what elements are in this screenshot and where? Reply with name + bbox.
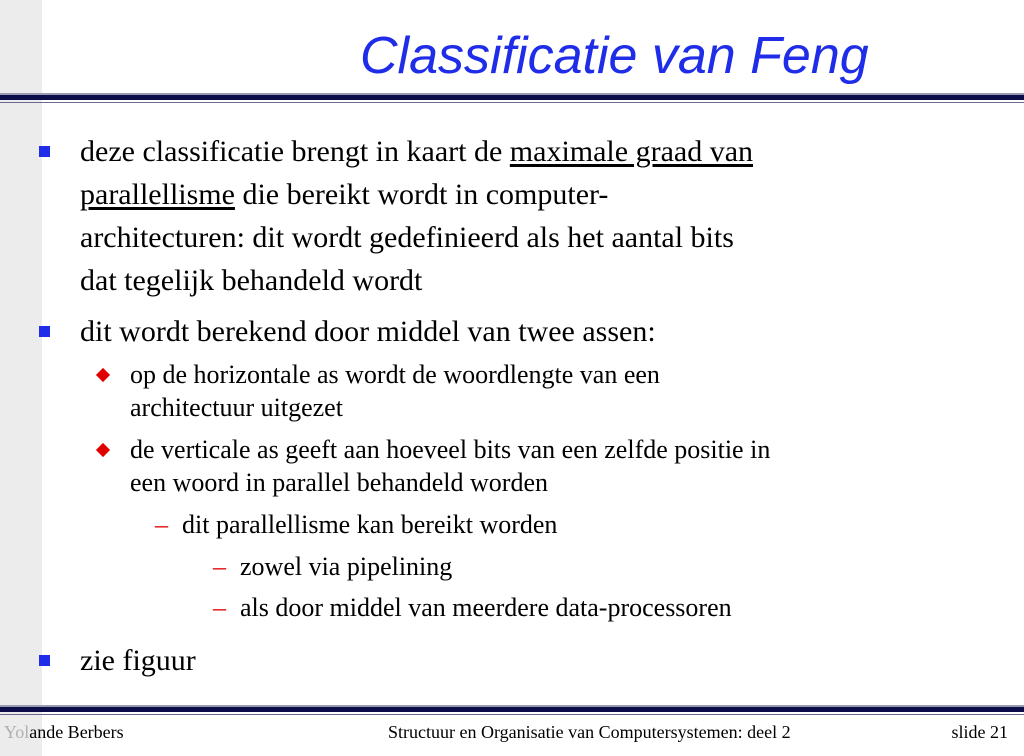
bullet-2b1: dit parallellisme kan bereikt worden (182, 510, 558, 539)
bullet-2b1b: als door middel van meerdere data-processoren (240, 593, 732, 622)
diamond-bullet-icon (96, 443, 110, 457)
footer-course: Structuur en Organisatie van Computersystemen: deel 2 (388, 722, 791, 742)
square-bullet-icon (39, 326, 50, 337)
bullet-2: dit wordt berekend door middel van twee assen: (80, 315, 656, 348)
bullet-2a: op de horizontale as wordt de woordlengte van een architectuur uitgezet (130, 360, 660, 422)
square-bullet-icon (39, 146, 50, 157)
bullet-3: zie figuur (80, 644, 196, 677)
underlined-term: maximale graad van (509, 135, 754, 168)
slide-number: slide 21 (951, 722, 1008, 742)
footer-author: Yolande Berbers (4, 722, 124, 742)
underlined-term: parallellisme (80, 178, 235, 211)
dash-bullet-icon: – (213, 593, 226, 622)
bullet-1: deze classificatie brengt in kaart de maximale graad van parallellisme die bereikt wordt in computer- architecturen: dit wordt gedefinieerd als het aantal bits dat tegelijk behandeld wordt (80, 135, 754, 297)
bullet-2b: de verticale as geeft aan hoeveel bits van een zelfde positie in een woord in parallel behandeld worden (130, 435, 771, 497)
diamond-bullet-icon (96, 368, 110, 382)
bullet-2b1a: zowel via pipelining (240, 552, 453, 581)
footer-rule (0, 705, 1024, 715)
slide-title: Classificatie van Feng (360, 27, 869, 85)
dash-bullet-icon: – (155, 510, 168, 539)
dash-bullet-icon: – (213, 552, 226, 581)
slide-footer (0, 722, 1024, 748)
square-bullet-icon (39, 655, 50, 666)
